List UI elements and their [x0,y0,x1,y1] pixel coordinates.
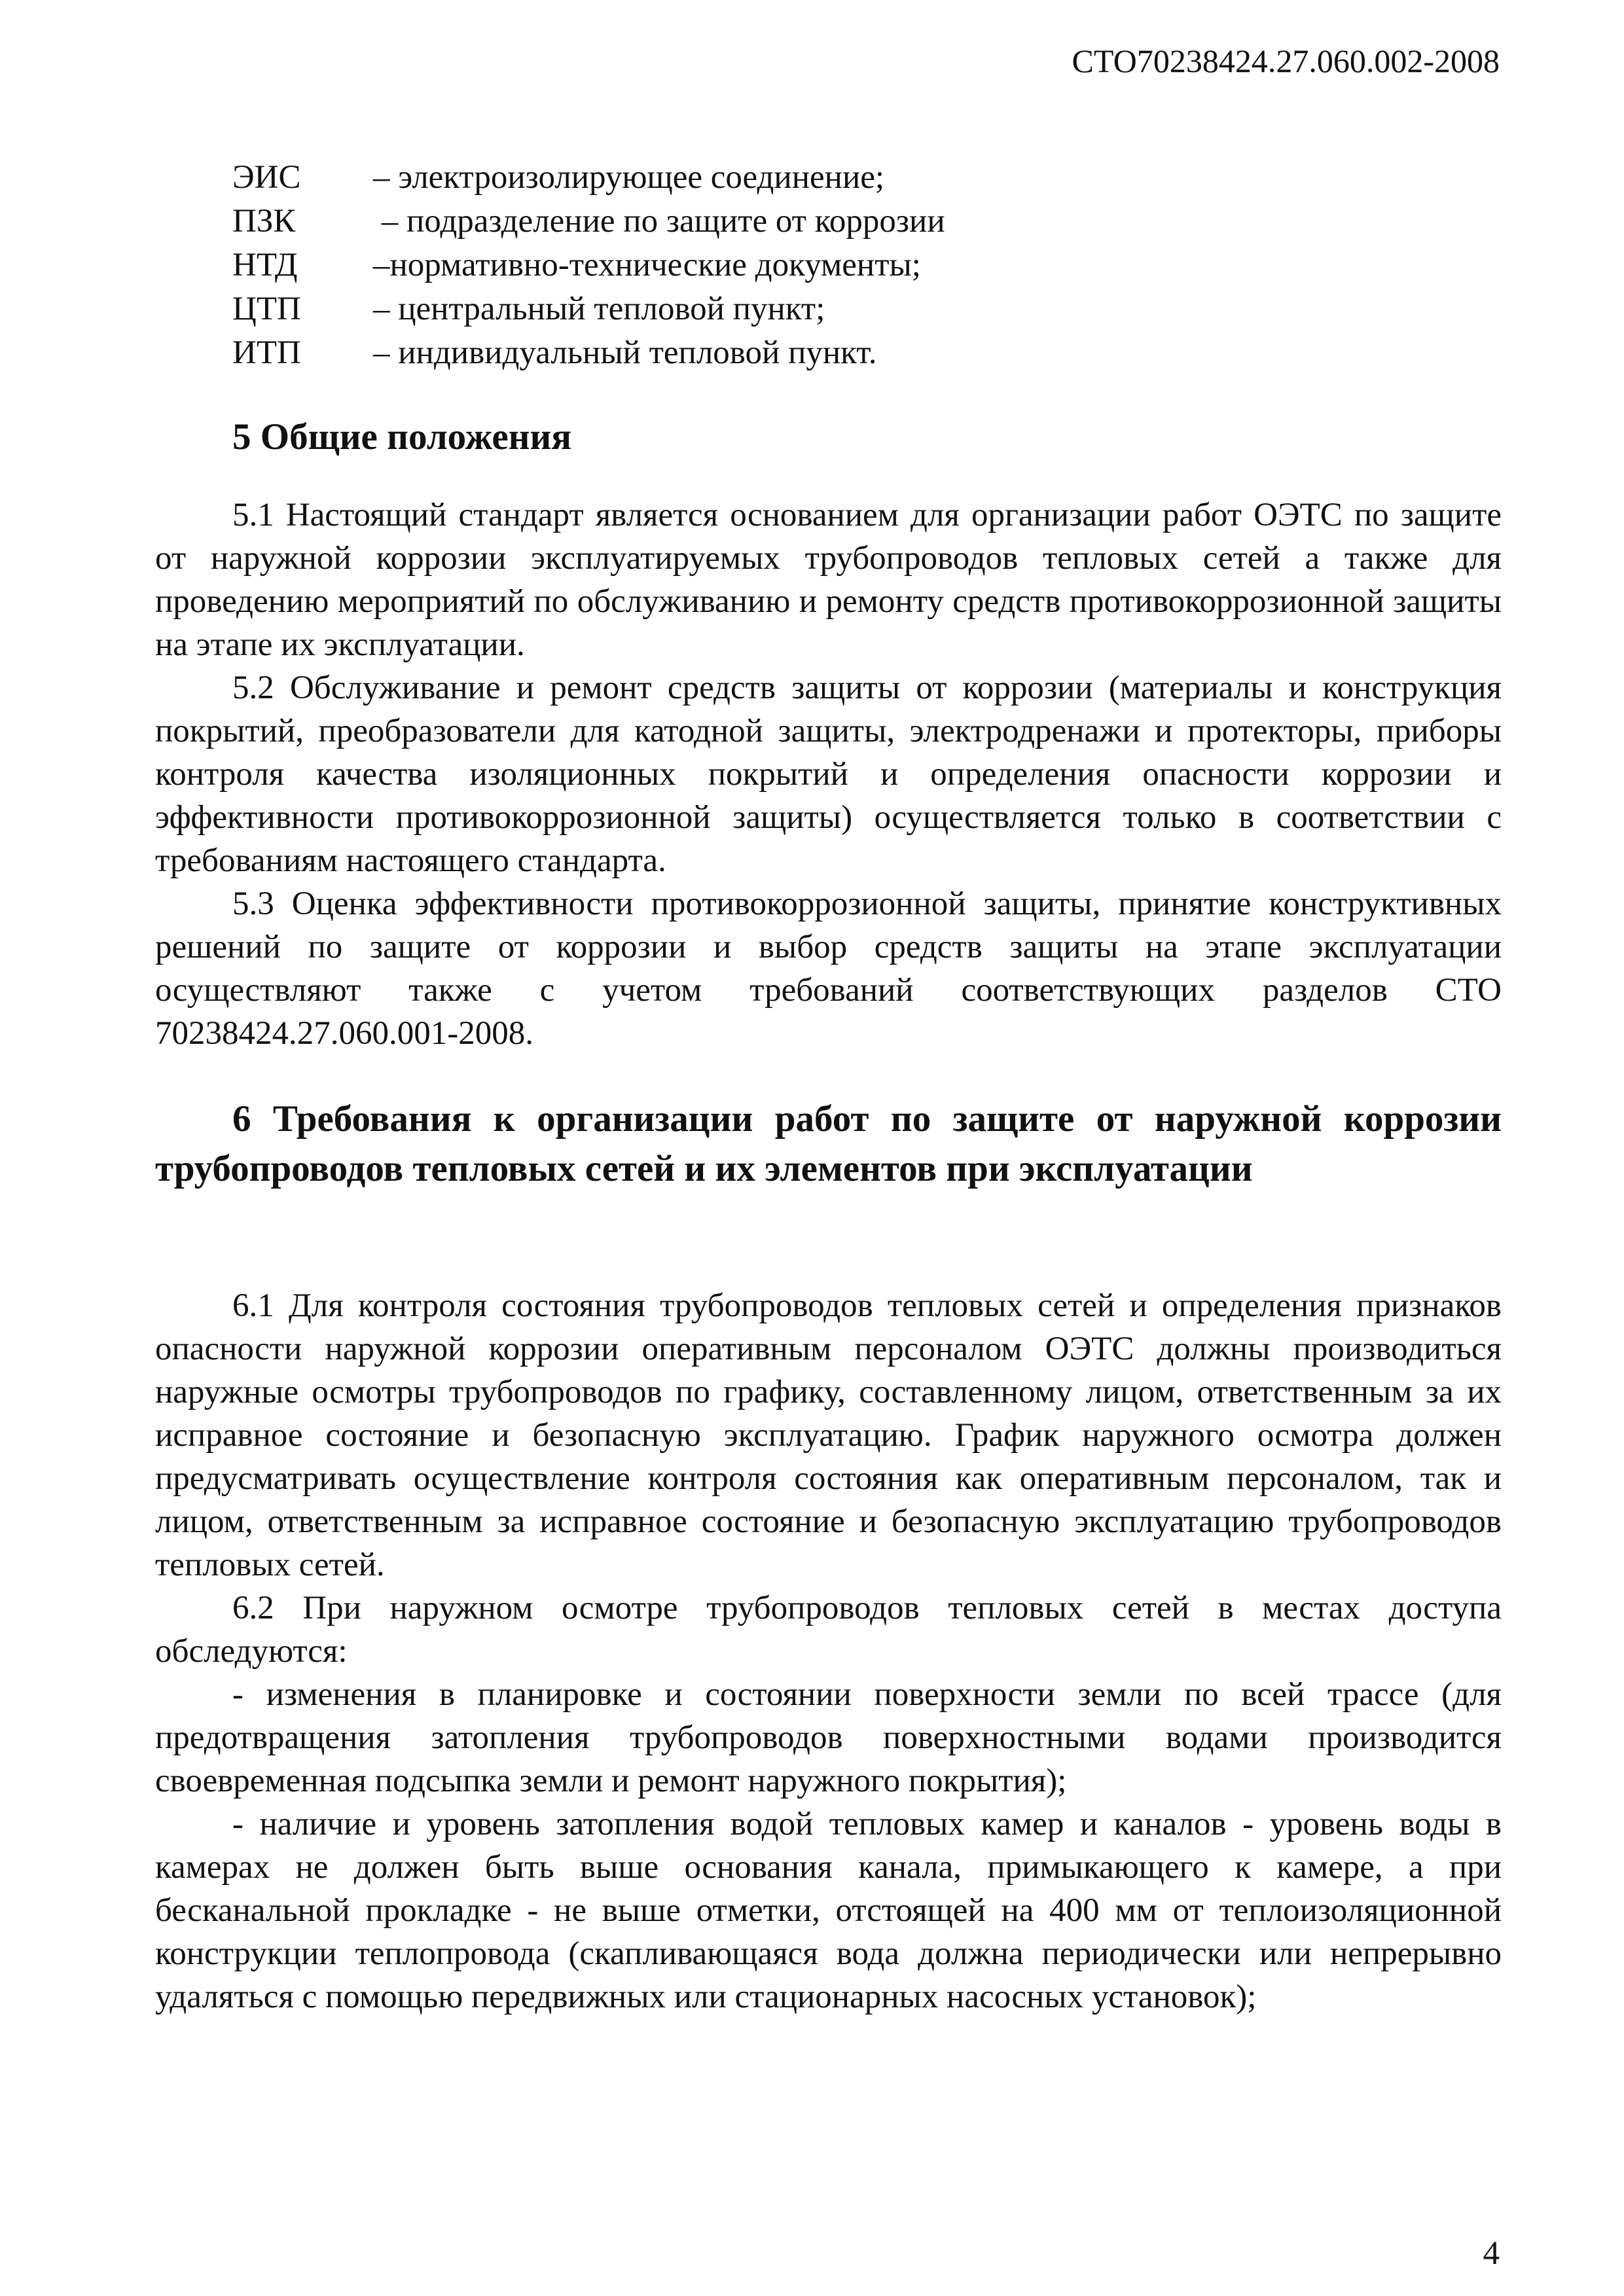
section-5-heading: 5 Общие положения [232,416,572,457]
abbreviation-item [232,243,1476,287]
paragraph-5-2: 5.2 Обслуживание и ремонт средств защиты от коррозии (материалы и конструкция покрытий, преобразователи для катодной защиты, электродренажи и протекторы, приборы контроля качества изоляционных покрытий и определения опасности коррозии и эффективности противокоррозионной защиты) осуществляется только в соответствии с требованиям настоящего стандарта. [155,670,1502,879]
abbreviation-term: ПЗК [232,203,296,240]
document-code: СТО70238424.27.060.002-2008 [1072,43,1500,79]
paragraph-5-1: 5.1 Настоящий стандарт является основанием для организации работ ОЭТС по защите от наружной коррозии эксплуатируемых трубопроводов тепловых сетей а также для проведению мероприятий по обслуживанию и ремонту средств противокоррозионной защиты на этапе их эксплуатации. [155,497,1502,663]
abbreviation-definition: – центральный тепловой пункт; [373,291,825,327]
abbreviation-definition: – электроизолирующее соединение; [373,159,885,196]
page-number: 4 [1483,2235,1500,2272]
abbreviation-item [232,200,1476,243]
list-item-flooding: - наличие и уровень затопления водой тепловых камер и каналов - уровень воды в камерах не должен быть выше основания канала, примыкающего к камере, а при бесканальной прокладке - не выше отметки, отстоящей на 400 мм от теплоизоляционной конструкции теплопровода (скапливающаяся вода должна периодически или непрерывно удаляться с помощью передвижных или стационарных насосных установок); [155,1806,1502,2015]
abbreviation-item [232,156,1476,200]
paragraph-6-2: 6.2 При наружном осмотре трубопроводов тепловых сетей в местах доступа обследуются: [155,1590,1502,1670]
abbreviation-term: ЭИС [232,159,301,196]
paragraph-6-1: 6.1 Для контроля состояния трубопроводов тепловых сетей и определения признаков опасности наружной коррозии оперативным персоналом ОЭТС должны производиться наружные осмотры трубопроводов по графику, составленному лицом, ответственным за их исправное состояние и безопасную эксплуатацию. График наружного осмотра должен предусматривать осуществление контроля состояния как оперативным персоналом, так и лицом, ответственным за исправное состояние и безопасную эксплуатацию трубопроводов тепловых сетей. [155,1287,1502,1583]
abbreviation-term: ЦТП [232,291,301,327]
section-6-body [155,1284,1502,2018]
abbreviation-definition: –нормативно-технические документы; [373,247,921,283]
section-6-heading: 6 Требования к организации работ по защите от наружной коррозии трубопроводов тепловых сетей и их элементов при эксплуатации [155,1098,1502,1189]
abbreviation-item [232,287,1476,331]
abbreviation-definition: – подразделение по защите от коррозии [373,203,945,240]
abbreviation-definition: – индивидуальный тепловой пункт. [373,334,877,371]
section-5-body [155,493,1502,1055]
abbreviation-term: ИТП [232,334,301,371]
paragraph-5-3: 5.3 Оценка эффективности противокоррозионной защиты, принятие конструктивных решений по защите от коррозии и выбор средств защиты на этапе эксплуатации осуществляют также с учетом требований соответствующих разделов СТО 70238424.27.060.001-2008. [155,886,1502,1052]
abbreviation-list [232,156,1476,375]
list-item-terrain: - изменения в планировке и состоянии поверхности земли по всей трассе (для предотвращения затопления трубопроводов поверхностными водами производится своевременная подсыпка земли и ремонт наружного покрытия); [155,1676,1502,1799]
abbreviation-term: НТД [232,247,298,283]
abbreviation-item [232,331,1476,375]
